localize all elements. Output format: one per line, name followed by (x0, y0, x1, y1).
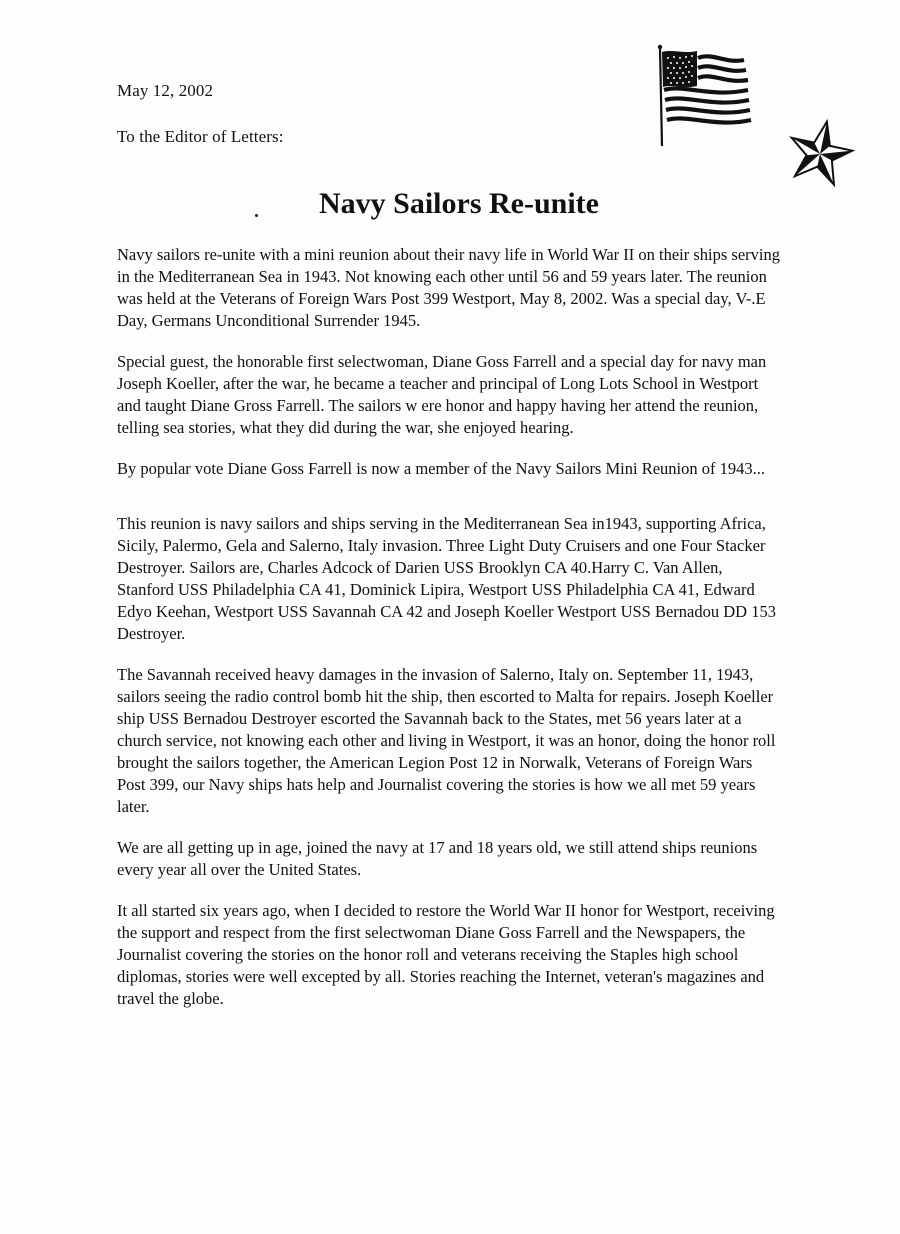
paragraph-savannah: The Savannah received heavy damages in the invasion of Salerno, Italy on. September 11, 1943, sailors seeing the radio control bomb hit the ship, then escorted to Malta for repairs. Joseph Koeller ship USS Bernadou Destroyer escorted the Savannah back to the States, met 56 years later at a church service, not knowing each other and living in Westport, it was an honor, doing the honor roll brought the sailors together, the American Legion Post 12 in Norwalk, Veterans of Foreign Wars Post 399, our Navy ships hats help and Journalist covering the stories is how we all met 59 years later. (117, 665, 776, 816)
paragraph-popular-vote: By popular vote Diane Goss Farrell is now a member of the Navy Sailors Mini Reunion of 1943... (117, 459, 765, 478)
american-flag-icon (640, 42, 760, 152)
letter-date: May 12, 2002 (117, 81, 214, 100)
paragraph-age: We are all getting up in age, joined the navy at 17 and 18 years old, we still attend ships reunions every year all over the United States. (117, 838, 758, 879)
nautical-star-icon (785, 118, 855, 188)
paragraph-honor-roll: It all started six years ago, when I decided to restore the World War II honor for Westport, receiving the support and respect from the first selectwoman Diane Goss Farrell and the Newspapers, the Journalist covering the stories on the honor roll and veterans receiving the Staples high school diplomas, stories were well excepted by all. Stories reaching the Internet, veteran's magazines and travel the globe. (117, 901, 775, 1008)
paragraph-special-guest: Special guest, the honorable first selectwoman, Diane Goss Farrell and a special day for navy man Joseph Koeller, after the war, he became a teacher and principal of Long Lots School in Westport and taught Diane Gross Farrell. The sailors w ere honor and happy having her attend the reunion, telling sea stories, what they did during the war, she enjoyed hearing. (117, 352, 767, 437)
letter-salutation: To the Editor of Letters: (117, 127, 284, 146)
letter-body (117, 244, 782, 1029)
article-title: Navy Sailors Re-unite (319, 187, 599, 220)
paragraph-reunion-intro: Navy sailors re-unite with a mini reunion about their navy life in World War II on their ships serving in the Mediterranean Sea in 1943. Not knowing each other until 56 and 59 years later. The reunion was held at the Veterans of Foreign Wars Post 399 Westport, May 8, 2002. Was a special day, V-.E Day, Germans Unconditional Surrender 1945. (117, 245, 781, 330)
paragraph-ships-list: This reunion is navy sailors and ships serving in the Mediterranean Sea in1943, supporting Africa, Sicily, Palermo, Gela and Salerno, Italy invasion. Three Light Duty Cruisers and one Four Stacker Destroyer. Sailors are, Charles Adcock of Darien USS Brooklyn CA 40.Harry C. Van Allen, Stanford USS Philadelphia CA 41, Dominick Lipira, Westport USS Philadelphia CA 41, Edward Edyo Keehan, Westport USS Savannah CA 42 and Joseph Koeller Westport USS Bernadou DD 153 Destroyer. (117, 514, 776, 643)
